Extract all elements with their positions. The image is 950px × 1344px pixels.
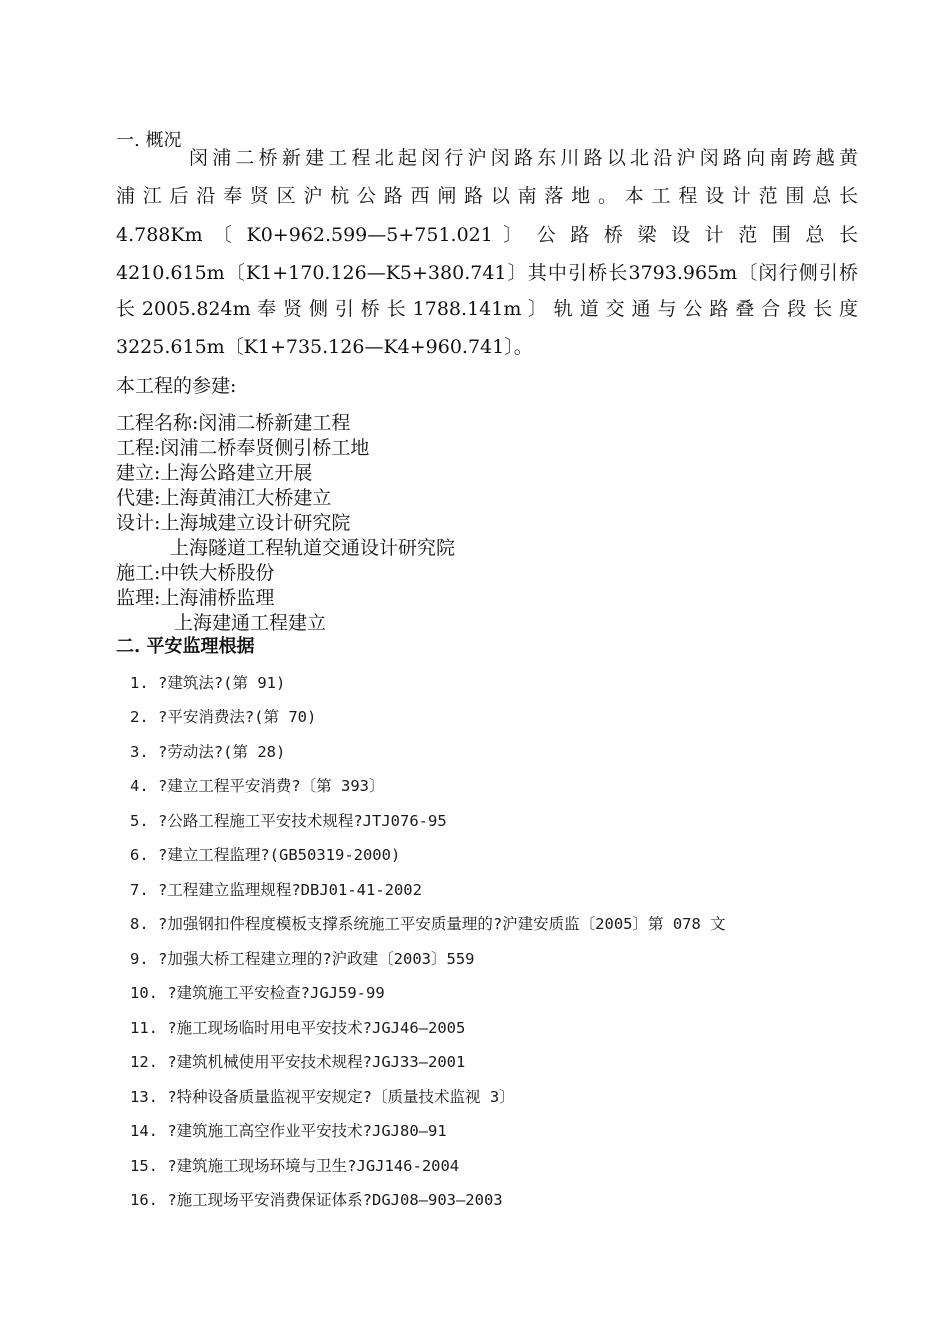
reference-item: 12. ?建筑机械使用平安技术规程?JGJ33—2001 — [130, 1053, 466, 1071]
participant-line: 代建:上海黄浦江大桥建立 — [116, 487, 332, 509]
participant-line: 监理:上海浦桥监理 — [116, 587, 275, 609]
reference-item: 15. ?建筑施工现场环境与卫生?JGJ146-2004 — [130, 1157, 460, 1175]
reference-item: 9. ?加强大桥工程建立理的?沪政建〔2003〕559 — [130, 950, 475, 968]
reference-item: 14. ?建筑施工高空作业平安技术?JGJ80—91 — [130, 1122, 447, 1140]
paragraph-line: 3225.615m〔K1+735.126—K4+960.741〕。 — [116, 336, 533, 358]
reference-item: 5. ?公路工程施工平安技术规程?JTJ076-95 — [130, 812, 447, 830]
paragraph-line: 4.788Km 〔 K0+962.599—5+751.021 〕 公 路 桥 梁 设 计 范 围 总 长 — [116, 224, 858, 246]
participant-line: 上海隧道工程轨道交通设计研究院 — [170, 537, 456, 559]
paragraph-line: 闵浦二桥新建工程北起闵行沪闵路东川路以北沿沪闵路向南跨越黄 — [189, 147, 858, 169]
participant-line: 工程:闵浦二桥奉贤侧引桥工地 — [116, 437, 370, 459]
reference-item: 2. ?平安消费法?(第 70) — [130, 708, 317, 726]
reference-item: 6. ?建立工程监理?(GB50319-2000) — [130, 846, 401, 864]
reference-item: 13. ?特种设备质量监视平安规定?〔质量技术监视 3〕 — [130, 1088, 515, 1106]
participant-line: 工程名称:闵浦二桥新建工程 — [116, 412, 351, 434]
participants-label: 本工程的参建: — [116, 375, 237, 397]
paragraph-line: 长 2005.824m 奉 贤 侧 引 桥 长 1788.141m 〕 轨 道 交 通 与 公 路 叠 合 段 长 度 — [116, 298, 858, 320]
participant-line: 上海建通工程建立 — [174, 612, 327, 634]
reference-item: 4. ?建立工程平安消费?〔第 393〕 — [130, 777, 385, 795]
participant-line: 施工:中铁大桥股份 — [116, 562, 275, 584]
participant-line: 设计:上海城建立设计研究院 — [116, 512, 351, 534]
section-2-heading: 二. 平安监理根据 — [116, 636, 255, 657]
reference-item: 10. ?建筑施工平安检查?JGJ59-99 — [130, 984, 385, 1002]
reference-item: 8. ?加强钢扣件程度模板支撑系统施工平安质量理的?沪建安质监〔2005〕第 078 文 — [130, 915, 726, 933]
reference-item: 7. ?工程建立监理规程?DBJ01-41-2002 — [130, 881, 422, 899]
reference-item: 11. ?施工现场临时用电平安技术?JGJ46—2005 — [130, 1019, 466, 1037]
reference-item: 16. ?施工现场平安消费保证体系?DGJ08—903—2003 — [130, 1191, 503, 1209]
reference-item: 1. ?建筑法?(第 91) — [130, 674, 286, 692]
reference-item: 3. ?劳动法?(第 28) — [130, 743, 286, 761]
participant-line: 建立:上海公路建立开展 — [116, 462, 313, 484]
paragraph-line: 浦江后沿奉贤区沪杭公路西闸路以南落地。本工程设计范围总长 — [116, 185, 858, 207]
section-1-heading: 一. 概况 — [116, 130, 182, 151]
paragraph-line: 4210.615m〔K1+170.126—K5+380.741〕其中引桥长3793.965m〔闵行侧引桥 — [116, 262, 858, 284]
